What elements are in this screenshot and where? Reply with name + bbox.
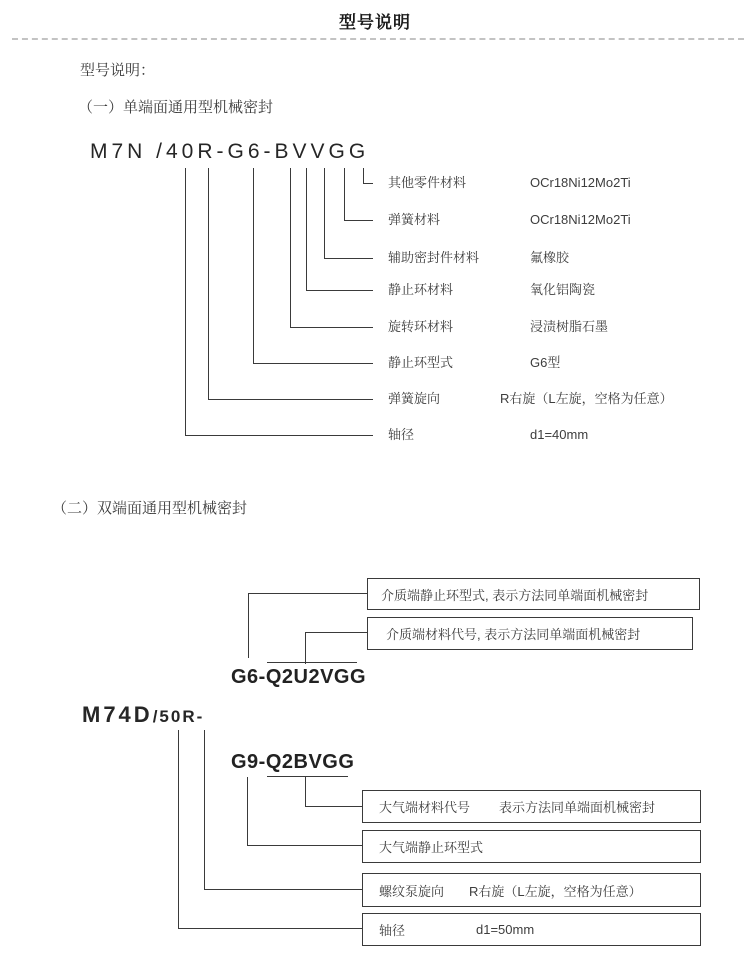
box-note: 表示方法同单端面机械密封	[499, 800, 656, 815]
callout-label: 其他零件材料	[388, 175, 467, 190]
box-atm-material-code	[362, 790, 701, 823]
callout-label: 轴径	[388, 427, 415, 442]
box-shaft-diameter	[362, 913, 701, 946]
callout-label: 弹簧材料	[388, 212, 441, 227]
section1-heading: （一）单端面通用型机械密封	[78, 99, 274, 116]
model-code-suffix: /50R-	[152, 707, 205, 726]
subtitle: 型号说明：	[80, 62, 156, 79]
box-label: 大气端材料代号	[379, 800, 471, 815]
callout-value: 氧化铝陶瓷	[530, 282, 596, 297]
callout-row-shaft-diameter	[0, 426, 750, 444]
callout-value: OCr18Ni12Mo2Ti	[530, 212, 631, 227]
callout-row-spring-material	[0, 211, 750, 229]
dashed-divider	[12, 38, 744, 40]
callout-row-other-parts	[0, 174, 750, 192]
connector-medium-material-code	[305, 632, 368, 664]
overline-medium-material-group	[267, 662, 357, 663]
box-medium-material-code	[367, 617, 693, 650]
callout-row-ring-type	[0, 354, 750, 372]
box-atm-ring-type	[362, 830, 701, 863]
callout-row-spring-rotation	[0, 390, 750, 408]
section2-model-code	[82, 702, 204, 728]
section2-heading: （二）双端面通用型机械密封	[52, 500, 248, 517]
box-value: d1=50mm	[476, 922, 535, 937]
box-label: 大气端静止环型式	[379, 840, 484, 855]
callout-label: 静止环材料	[388, 282, 454, 297]
callout-label: 静止环型式	[388, 355, 454, 370]
callout-value: R右旋（L左旋，空格为任意）	[500, 391, 673, 406]
section1-model-code: M7N /40R-G6-BVVGG	[90, 140, 370, 163]
callout-row-rotating-ring-material	[0, 318, 750, 336]
atmosphere-side-code: G9-Q2BVGG	[231, 751, 355, 773]
box-label: 螺纹泵旋向	[379, 883, 445, 899]
callout-value: OCr18Ni12Mo2Ti	[530, 175, 631, 190]
box-text: 介质端材料代号, 表示方法同单端面机械密封	[386, 627, 641, 642]
connector-atm-material-code	[305, 776, 363, 807]
box-screw-rotation	[362, 873, 701, 907]
box-value: R右旋（L左旋，空格为任意）	[469, 883, 642, 899]
page-title: 型号说明	[339, 13, 411, 32]
callout-value: 浸渍树脂石墨	[530, 319, 609, 334]
callout-value: d1=40mm	[530, 427, 589, 442]
callout-label: 弹簧旋向	[388, 391, 441, 406]
box-label: 轴径	[379, 923, 406, 938]
box-text: 介质端静止环型式, 表示方法同单端面机械密封	[381, 587, 649, 603]
callout-value: 氟橡胶	[530, 250, 570, 265]
model-code-main: M74D	[82, 702, 153, 727]
callout-label: 旋转环材料	[388, 319, 454, 334]
callout-value: G6型	[530, 355, 561, 370]
callout-label: 辅助密封件材料	[388, 250, 480, 265]
box-medium-ring-type	[367, 578, 700, 610]
callout-row-aux-seal	[0, 249, 750, 267]
medium-side-code: G6-Q2U2VGG	[231, 666, 367, 688]
callout-row-stationary-ring-material	[0, 281, 750, 299]
